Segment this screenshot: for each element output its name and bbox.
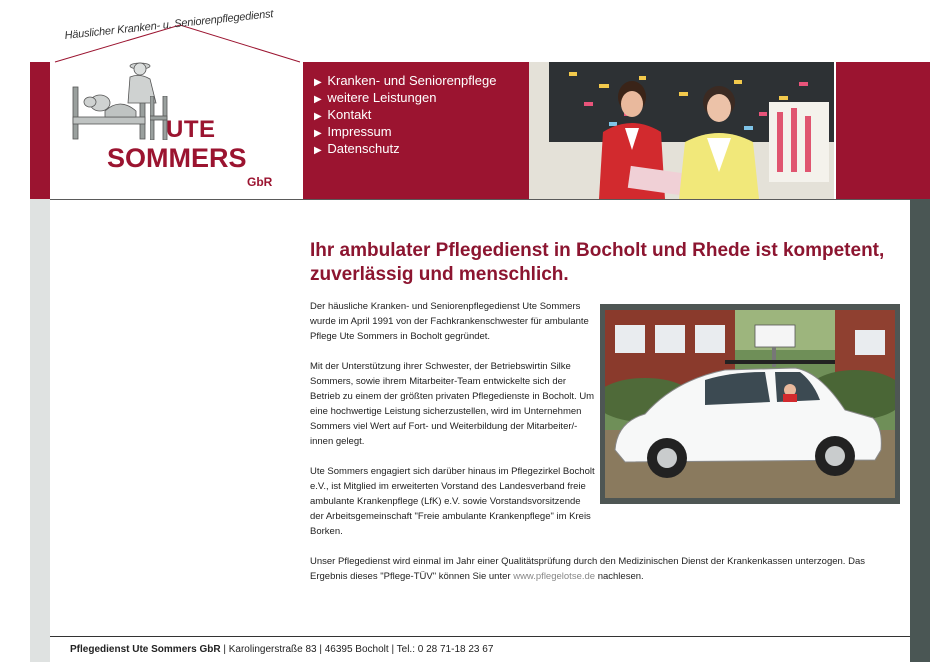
nav-item-label: Kontakt — [327, 107, 372, 122]
nav-item-label: Datenschutz — [327, 141, 400, 156]
header-band-left — [30, 62, 50, 199]
nav-item-weitere-leistungen[interactable] — [314, 89, 496, 106]
main-nav — [314, 72, 496, 157]
nav-item-datenschutz[interactable] — [314, 140, 496, 157]
nav-item-label: Impressum — [327, 124, 392, 139]
triangle-right-icon: ▶ — [314, 128, 322, 139]
triangle-right-icon: ▶ — [314, 94, 322, 105]
engagement-paragraph: Ute Sommers engagiert sich darüber hinaus im Pflegezirkel Bocholt e.V., ist Mitglied im erweiterten Vorstand des Landesverband freie ambulante Krankenpflege (LfK) e.V. sowie Vorstandsvorsitzende der Arbeitsgemeinschaft "Freie ambulante Krankenpflege" im Kreis Borken. — [310, 466, 595, 537]
car-photo — [605, 310, 895, 498]
footer-address — [70, 644, 493, 655]
triangle-right-icon: ▶ — [314, 77, 322, 88]
nav-item-impressum[interactable] — [314, 123, 496, 140]
team-paragraph: Mit der Unterstützung ihrer Schwester, der Betriebswirtin Silke Sommers, sowie ihrem Mitarbeiter-Team entwickelte sich der Betrieb zu einem der größten privaten Pflegedienste in Bocholt. Um eine hochwertige Leistung sicherzustellen, wird im Unternehmen Sommers viel Wert auf Fort- und Weiterbildung der Mitarbeiter/-innen gelegt. — [310, 361, 595, 447]
header-divider — [50, 199, 910, 200]
car-photo-illustration — [605, 310, 895, 498]
triangle-right-icon: ▶ — [314, 111, 322, 122]
logo-tagline: Häuslicher Kranken- u. Seniorenpflegedienst — [64, 8, 274, 42]
team-photo-illustration — [529, 62, 834, 199]
page-headline: Ihr ambulater Pflegedienst in Bocholt und Rhede ist kompetent, zuverlässig und menschlich. — [310, 240, 885, 285]
nav-item-kranken-seniorenpflege[interactable] — [314, 72, 496, 89]
footer-company: Pflegedienst Ute Sommers GbR — [70, 644, 221, 655]
footer-divider — [50, 636, 910, 637]
nav-item-label: weitere Leistungen — [327, 90, 437, 105]
header-band-right — [836, 62, 930, 199]
nav-item-kontakt[interactable] — [314, 106, 496, 123]
pflegelotse-link[interactable]: www.pflegelotse.de — [513, 571, 596, 582]
quality-text-end: nachlesen. — [595, 571, 644, 582]
intro-paragraph: Der häusliche Kranken- und Seniorenpflegedienst Ute Sommers wurde im April 1991 von der Fachkrankenschwester für ambulante Pflege Ute Sommers in Bocholt gegründet. — [310, 301, 589, 342]
header-photo-team — [529, 62, 834, 199]
logo-gbr: GbR — [247, 175, 273, 189]
logo-sommers: SOMMERS — [107, 143, 247, 173]
nav-item-label: Kranken- und Seniorenpflege — [327, 73, 497, 88]
quality-text: Unser Pflegedienst wird einmal im Jahr einer Qualitätsprüfung durch den Medizinischen Dienst der Krankenkassen unterzogen. Das Ergebnis dieses "Pflege-TÜV" können Sie unter — [310, 556, 865, 582]
logo-ute: UTE — [166, 116, 216, 143]
triangle-right-icon: ▶ — [314, 145, 322, 156]
side-bar-left — [30, 199, 50, 662]
quality-paragraph — [310, 554, 902, 584]
footer-details: | Karolingerstraße 83 | 46395 Bocholt | Tel.: 0 28 71-18 23 67 — [220, 644, 494, 655]
